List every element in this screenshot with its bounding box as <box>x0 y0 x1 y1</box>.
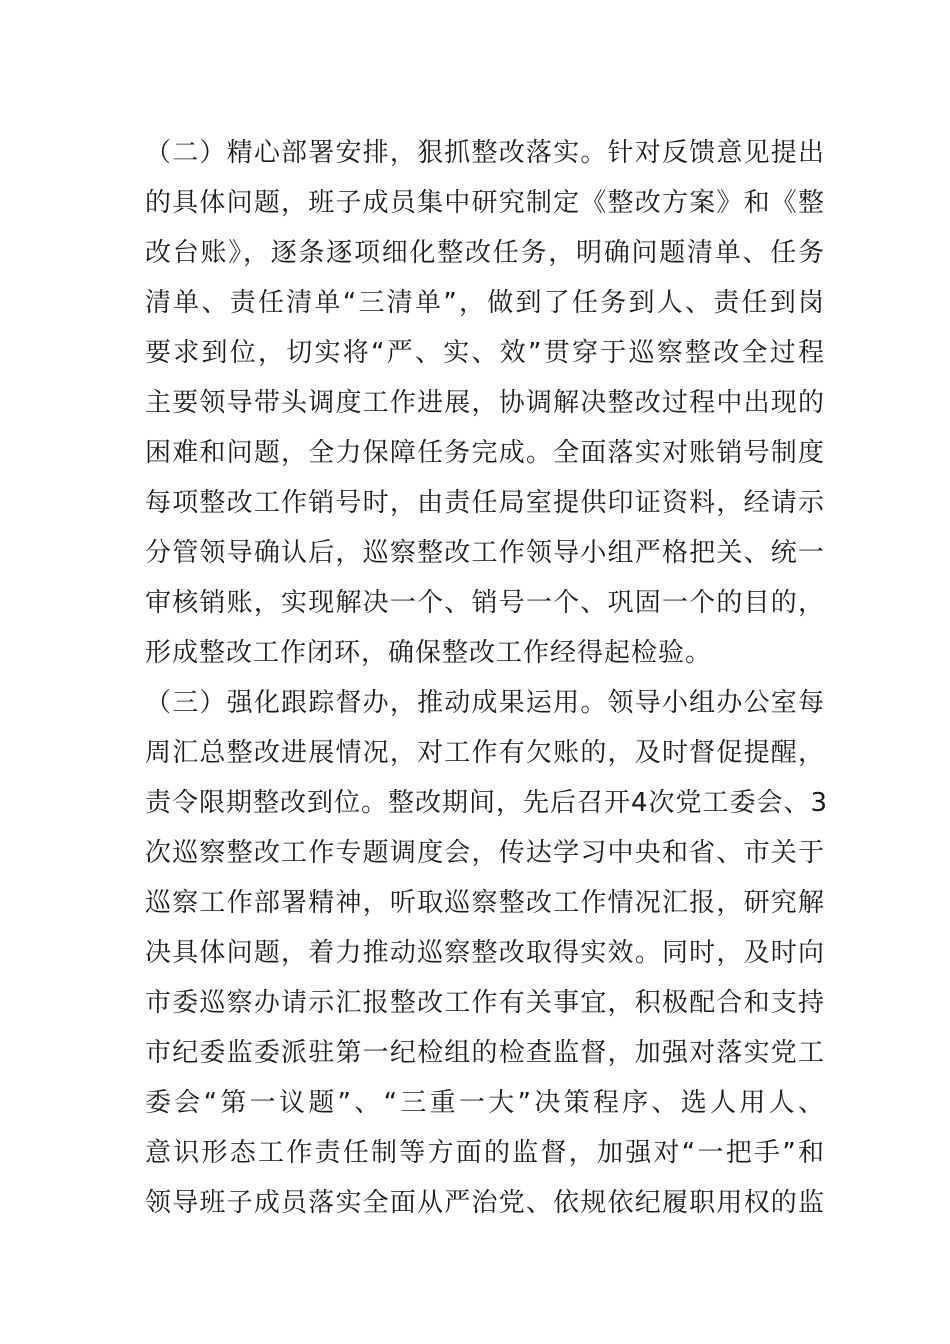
text-line: 周汇总整改进展情况，对工作有欠账的，及时督促提醒， <box>145 738 825 768</box>
body-text <box>145 128 829 1228</box>
text-line: 次巡察整改工作专题调度会，传达学习中央和省、市关于 <box>145 838 825 868</box>
text-line: 每项整改工作销号时，由责任局室提供印证资料，经请示 <box>145 488 825 518</box>
text-line: （三）强化跟踪督办，推动成果运用。领导小组办公室每 <box>145 688 825 718</box>
text-line: 责令限期整改到位。整改期间，先后召开4次党工委会、3 <box>145 788 829 818</box>
text-line: 形成整改工作闭环，确保整改工作经得起检验。 <box>145 638 713 668</box>
text-line: 意识形态工作责任制等方面的监督，加强对“一把手”和 <box>145 1138 825 1168</box>
text-line: 领导班子成员落实全面从严治党、依规依纪履职用权的监 <box>145 1188 825 1218</box>
text-line: 决具体问题，着力推动巡察整改取得实效。同时，及时向 <box>145 938 825 968</box>
text-line: （二）精心部署安排，狠抓整改落实。针对反馈意见提出 <box>145 138 825 168</box>
text-line: 分管领导确认后，巡察整改工作领导小组严格把关、统一 <box>145 538 825 568</box>
text-line: 委会“第一议题”、“三重一大”决策程序、选人用人、 <box>145 1088 825 1118</box>
text-line: 困难和问题，全力保障任务完成。全面落实对账销号制度 <box>145 438 825 468</box>
text-line: 市委巡察办请示汇报整改工作有关事宜，积极配合和支持 <box>145 988 825 1018</box>
text-line: 市纪委监委派驻第一纪检组的检查监督，加强对落实党工 <box>145 1038 825 1068</box>
text-line: 巡察工作部署精神，听取巡察整改工作情况汇报，研究解 <box>145 888 825 918</box>
text-line: 的具体问题，班子成员集中研究制定《整改方案》和《整 <box>145 188 825 218</box>
text-line: 清单、责任清单“三清单”，做到了任务到人、责任到岗 <box>145 288 825 318</box>
text-line: 审核销账，实现解决一个、销号一个、巩固一个的目的， <box>145 588 825 618</box>
text-line: 主要领导带头调度工作进展，协调解决整改过程中出现的 <box>145 388 825 418</box>
text-line: 改台账》，逐条逐项细化整改任务，明确问题清单、任务 <box>145 238 825 268</box>
text-line: 要求到位，切实将“严、实、效”贯穿于巡察整改全过程 <box>145 338 825 368</box>
